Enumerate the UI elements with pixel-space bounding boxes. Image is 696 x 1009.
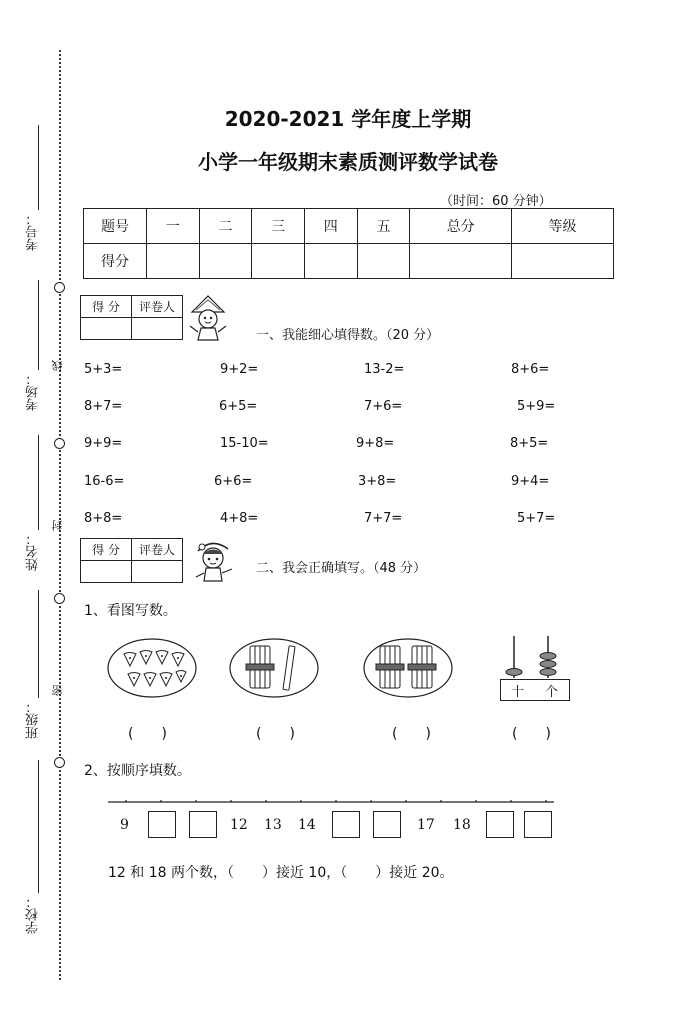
number-label: 14 — [298, 817, 316, 833]
number-label: 18 — [453, 817, 471, 833]
score-table-score-row — [84, 244, 614, 279]
problem: 5+7= — [517, 511, 556, 526]
score-cell[interactable] — [252, 244, 305, 279]
score-cell[interactable] — [357, 244, 410, 279]
problem: 4+8= — [220, 511, 259, 526]
answer-paren[interactable]: ( ) — [392, 726, 431, 742]
cut-char-xian: 线 — [51, 360, 64, 371]
problem: 15-10= — [220, 436, 269, 451]
grader-score-label: 得 分 — [81, 296, 132, 318]
number-label: 13 — [264, 817, 282, 833]
score-header-cell: 四 — [304, 209, 357, 244]
abacus-base — [500, 679, 570, 701]
abacus-ones-label: 个 — [545, 685, 559, 700]
problem: 7+6= — [364, 399, 403, 414]
score-cell[interactable] — [199, 244, 252, 279]
question-1-title: 1、看图写数。 — [84, 603, 177, 619]
blank-box[interactable] — [524, 811, 552, 838]
problem: 8+8= — [84, 511, 123, 526]
name-line — [38, 435, 39, 530]
grader-name-cell[interactable] — [132, 561, 183, 583]
abacus-picture — [496, 634, 570, 680]
problem: 8+7= — [84, 399, 123, 414]
grader-name-label: 评卷人 — [132, 296, 183, 318]
exam-room-label: 考场： — [26, 372, 41, 411]
blank-box[interactable] — [332, 811, 360, 838]
blank-box[interactable] — [373, 811, 401, 838]
problem: 6+5= — [219, 399, 258, 414]
answer-paren[interactable]: ( ) — [128, 726, 167, 742]
two-bundles-picture — [362, 636, 454, 700]
name-label: 姓名： — [26, 532, 41, 571]
score-header-cell: 一 — [147, 209, 200, 244]
page-subtitle: 小学一年级期末素质测评数学试卷 — [198, 150, 498, 174]
blank-box[interactable] — [148, 811, 176, 838]
problem: 13-2= — [364, 362, 405, 377]
score-header-cell: 总分 — [410, 209, 512, 244]
problem: 3+8= — [358, 474, 397, 489]
exam-room-line — [38, 280, 39, 370]
school-label: 学校： — [26, 895, 41, 934]
problem: 7+7= — [364, 511, 403, 526]
class-label: 班级： — [26, 700, 41, 739]
score-cell[interactable] — [147, 244, 200, 279]
problem: 5+9= — [517, 399, 556, 414]
section-1-title: 一、我能细心填得数。（20 分） — [256, 328, 440, 343]
score-header-cell: 等级 — [512, 209, 614, 244]
score-cell[interactable] — [512, 244, 614, 279]
answer-paren[interactable]: ( ) — [256, 726, 295, 742]
problem: 8+5= — [510, 436, 549, 451]
abacus-tens-label: 十 — [511, 685, 525, 700]
cartoon-girl-icon — [186, 294, 230, 342]
score-header-cell: 三 — [252, 209, 305, 244]
class-line — [38, 590, 39, 698]
question-2-title: 2、按顺序填数。 — [84, 763, 191, 779]
grader-score-label: 得 分 — [81, 539, 132, 561]
number-label: 9 — [120, 817, 129, 833]
grader-name-label: 评卷人 — [132, 539, 183, 561]
cut-char-mi: 密 — [51, 685, 64, 696]
blank-box[interactable] — [189, 811, 217, 838]
sticks-bundle-picture — [228, 636, 320, 700]
strawberries-picture — [106, 636, 198, 700]
cartoon-girl-icon — [190, 537, 236, 585]
compare-sentence: 12 和 18 两个数，（ ）接近 10，（ ）接近 20。 — [108, 865, 454, 881]
score-table-header-row — [84, 209, 614, 244]
school-line — [38, 760, 39, 893]
blank-box[interactable] — [486, 811, 514, 838]
answer-paren[interactable]: ( ) — [512, 726, 551, 742]
grader-score-cell[interactable] — [81, 318, 132, 340]
grader-box-1 — [80, 295, 183, 340]
problem: 9+2= — [220, 362, 259, 377]
problem: 16-6= — [84, 474, 125, 489]
grader-name-cell[interactable] — [132, 318, 183, 340]
cut-char-feng: 封 — [51, 520, 64, 531]
problem: 6+6= — [214, 474, 253, 489]
exam-number-label: 考号： — [26, 212, 41, 251]
page-title: 2020-2021 学年度上学期 — [224, 107, 472, 131]
problem: 9+4= — [511, 474, 550, 489]
binding-hole — [54, 282, 65, 293]
problem: 5+3= — [84, 362, 123, 377]
binding-hole — [54, 593, 65, 604]
score-table — [83, 208, 614, 279]
score-header-cell: 二 — [199, 209, 252, 244]
section-2-title: 二、我会正确填写。（48 分） — [256, 561, 427, 576]
exam-time: （时间：60 分钟） — [440, 194, 552, 209]
problem: 9+8= — [356, 436, 395, 451]
grader-box-2 — [80, 538, 183, 583]
binding-hole — [54, 757, 65, 768]
score-cell[interactable] — [304, 244, 357, 279]
score-header-cell: 五 — [357, 209, 410, 244]
grader-score-cell[interactable] — [81, 561, 132, 583]
number-label: 17 — [417, 817, 435, 833]
problem: 9+9= — [84, 436, 123, 451]
score-header-cell: 题号 — [84, 209, 147, 244]
binding-hole — [54, 438, 65, 449]
binding-dotted-line — [59, 50, 61, 980]
score-cell[interactable] — [410, 244, 512, 279]
score-row-label: 得分 — [84, 244, 147, 279]
problem: 8+6= — [511, 362, 550, 377]
number-label: 12 — [230, 817, 248, 833]
